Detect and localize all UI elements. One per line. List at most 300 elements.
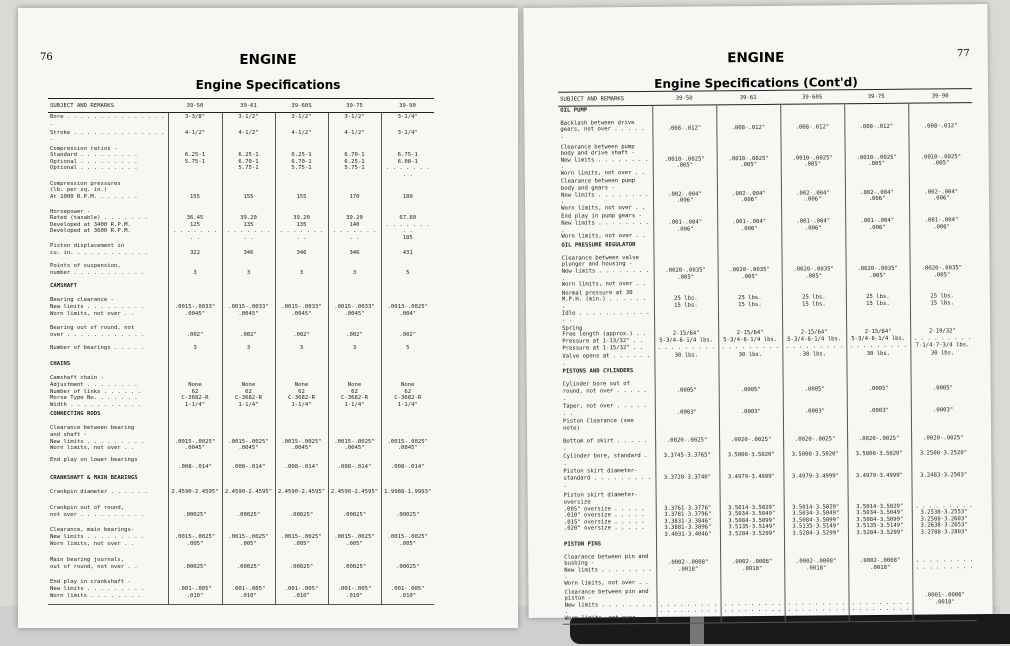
- spec-value: .0005": [655, 380, 719, 402]
- spec-value: 3.5000-3.5020": [719, 451, 783, 467]
- table-row: [562, 585, 976, 624]
- spec-value: [781, 239, 845, 253]
- table-row: [560, 286, 974, 325]
- spec-value: .008-.012": [716, 117, 780, 142]
- spec-value: .0015-.0025" .005": [381, 526, 434, 556]
- section-heading: OIL PRESSURE REGULATOR: [561, 241, 636, 249]
- spec-value: .001-.004" .006": [909, 210, 973, 239]
- spec-label: Backlash between drive gears, not over . . . . . .: [560, 119, 645, 140]
- spec-value: .0015-.0025" .0045": [328, 424, 381, 456]
- table-row: [48, 296, 434, 324]
- table-row: [48, 180, 434, 208]
- spec-value: 3.3745-3.3765": [655, 452, 719, 468]
- table-row: [48, 504, 434, 526]
- table-row: [48, 145, 434, 180]
- spec-label: Clearance between pump body and gears - New limits . . . . . . . . . Worn limits, not over . .: [560, 178, 649, 212]
- spec-value: [653, 240, 717, 254]
- spec-value: 346: [275, 242, 328, 262]
- section-heading: CAMSHAFT: [50, 283, 77, 290]
- spec-value: 3: [222, 344, 275, 360]
- spec-value: [848, 537, 912, 551]
- spec-label: Clearance, main bearings- New limits . . . . . . . . . Worn limits, not over . .: [50, 527, 145, 547]
- spec-value: .0002-.0008" .0018": [784, 551, 848, 587]
- spec-value: . . . . . . . . . . . . . . . . . .: [656, 587, 720, 623]
- spec-value: 25 lbs. 15 lbs.: [718, 288, 782, 324]
- spec-value: [381, 474, 434, 488]
- spec-value: .0020-.0025": [719, 416, 783, 452]
- spec-value: [328, 410, 381, 424]
- section-heading: CHAINS: [50, 361, 71, 368]
- section-heading: PISTON PINS: [564, 540, 602, 548]
- spec-value: .0015-.0033" .0045": [275, 296, 328, 324]
- spec-value: 3: [275, 344, 328, 360]
- spec-value: .002-.004" .006": [909, 175, 973, 211]
- spec-value: 3.5014-3.5029" 3.5034-3.5049" 3.5084-3.5099" 3.5135-3.5149" 3.5284-3.5299": [720, 490, 784, 539]
- spec-value: [784, 538, 848, 552]
- spec-label: Crankpin out of round, not over . . . . . . . . . .: [50, 505, 145, 519]
- spec-value: [275, 474, 328, 488]
- spec-value: .002": [275, 324, 328, 344]
- spec-value: . . . . . . . . . . . . . . . . . .: [784, 586, 848, 622]
- spec-value: .0015-.0033" .0045": [168, 296, 222, 324]
- spec-value: 30 lbs.: [654, 351, 718, 367]
- spec-value: [381, 282, 434, 296]
- spec-value: 2.4590-2.4595": [168, 488, 222, 504]
- spec-value: 25 lbs. 15 lbs.: [782, 287, 846, 323]
- spec-value: [652, 105, 716, 119]
- spec-value: 3.3761-3.3776" 3.3781-3.3796" 3.3831-3.3846" 3.3881-3.3896" 3.4031-3.4046": [656, 491, 720, 540]
- spec-value: .0020-.0025": [655, 417, 719, 453]
- table-row: [48, 344, 434, 360]
- spec-value: 3: [168, 344, 222, 360]
- spec-label: Camshaft chain - Adjustment . . . . . . . . Number of links . . . . . . Morse Type No. . . . . . . Width . . . . . . . . . . .: [50, 375, 141, 408]
- left-subheading: Engine Specifications: [195, 78, 341, 92]
- spec-value: 3-1/2": [328, 113, 381, 129]
- spec-value: [910, 364, 974, 378]
- spec-value: .0020-.0035" .005": [909, 251, 973, 287]
- spec-label: Compression ratios - Standard . . . . . . . . . Optional . . . . . . . . . Optional . . . . . . . . .: [50, 145, 138, 172]
- spec-value: 6.25-1 6.70-1 5.75-1: [222, 145, 275, 180]
- table-row: [559, 210, 973, 242]
- spec-value: .001-.004" .006": [717, 211, 781, 240]
- spec-value: .001-.005" .010": [328, 578, 381, 604]
- spec-value: . . . . . . . . . 3.2538-3.2553" 3.2588-3.2603" 3.2638-3.2653" 3.2788-3.2803": [912, 489, 976, 538]
- spec-value: 3: [328, 262, 381, 282]
- spec-value: .002": [222, 324, 275, 344]
- spec-value: 3-1/2": [275, 113, 328, 129]
- table-row: [48, 262, 434, 282]
- spec-value: .0003": [911, 399, 975, 415]
- spec-value: [782, 366, 846, 380]
- spec-value: .0003": [847, 400, 911, 416]
- spec-value: .008-.014": [328, 456, 381, 474]
- spec-value: 4-1/2": [222, 129, 275, 145]
- spec-value: .00025": [222, 504, 275, 526]
- spec-value: .0020-.0025": [783, 416, 847, 452]
- table-row: [561, 465, 975, 493]
- spec-value: .0002-.0008" .0018": [656, 552, 720, 588]
- table-row: [48, 129, 434, 145]
- spec-value: [716, 104, 780, 118]
- spec-value: .0020-.0035" .005": [781, 252, 845, 288]
- spec-value: 3.4979-3.4999": [783, 466, 847, 491]
- table-header-row: [48, 99, 434, 113]
- spec-value: .001-.005" .010": [381, 578, 434, 604]
- spec-value: [168, 410, 222, 424]
- spec-value: .0003": [719, 401, 783, 417]
- table-row: [558, 116, 972, 144]
- spec-value: .0015-.0025" .005": [168, 526, 222, 556]
- spec-value: 3-1/4": [381, 129, 434, 145]
- spec-value: [275, 410, 328, 424]
- spec-value: 36.45 125 . . . . . . . . .: [168, 208, 222, 243]
- spec-value: [912, 537, 976, 551]
- spec-value: 30 lbs.: [910, 349, 974, 365]
- spec-value: [845, 238, 909, 252]
- section-heading: PISTONS AND CYLINDERS: [562, 368, 634, 376]
- spec-label: End play on lower bearings: [50, 457, 138, 464]
- spec-value: [168, 474, 222, 488]
- spec-value: [844, 103, 908, 117]
- spec-label: Points of suspension, number . . . . . . . . . . .: [50, 263, 145, 277]
- spec-value: 155: [275, 180, 328, 208]
- spec-value: 3.5014-3.5029" 3.5034-3.5049" 3.5084-3.5099" 3.5135-3.5149" 3.5284-3.5299": [848, 489, 912, 538]
- spec-value: .002": [381, 324, 434, 344]
- spec-value: None 62 C-3682-R 1-1/4": [381, 374, 434, 410]
- spec-value: 2-15/64" 5-3/4-6-1/4 lbs. . . . . . . . . .: [846, 321, 910, 350]
- spec-value: .001-.004" .006": [781, 211, 845, 240]
- spec-label: Taper, not over . . . . . . .: [562, 403, 648, 417]
- table-row: [560, 321, 974, 353]
- spec-value: 2.4590-2.4595": [328, 488, 381, 504]
- spec-label: Horsepower - Rated (taxable) . . . . . . . Developed at 3400 R.P.M. Developed at 3600 R.P.M.: [50, 208, 148, 235]
- spec-label: Piston Clearance (see note) Bottom of skirt . . . . . .: [562, 418, 648, 452]
- spec-value: .0010-.0025" .005": [909, 140, 973, 176]
- spec-value: .00025": [328, 556, 381, 578]
- spec-value: [222, 410, 275, 424]
- spec-value: [328, 360, 381, 374]
- spec-label: End play in crankshaft - New limits . . . . . . . . . Worn limits . . . . . . . .: [48, 578, 168, 604]
- spec-value: .0015-.0033" .0045": [328, 296, 381, 324]
- spec-value: [381, 410, 434, 424]
- spec-value: .002-.004" .006": [717, 176, 781, 212]
- spec-value: .0015-.0025" .0045": [381, 424, 434, 456]
- table-row: [48, 374, 434, 410]
- table-row: [48, 324, 434, 344]
- spec-value: .0003": [655, 401, 719, 417]
- spec-value: .0010-.0025" .005": [717, 141, 781, 177]
- spec-value: 2.4590-2.4595": [222, 488, 275, 504]
- left-heading: ENGINE: [239, 52, 297, 68]
- column-header-model: 39-50: [652, 91, 716, 106]
- spec-value: 2-15/64" 5-3/4-6-1/4 lbs. . . . . . . . . .: [782, 322, 846, 351]
- spec-value: 180: [381, 180, 434, 208]
- spec-value: .0001-.0006" .0018": [912, 585, 976, 621]
- section-heading: CONNECTING RODS: [50, 411, 101, 418]
- spec-value: .0005": [719, 379, 783, 401]
- table-row: [48, 488, 434, 504]
- spec-value: .002-.004" .006": [781, 176, 845, 212]
- spec-value: [275, 360, 328, 374]
- spec-label: Bearing out of round, not over . . . . . . . . . . . .: [50, 325, 145, 339]
- spec-value: .00025": [275, 556, 328, 578]
- spec-value: .0015-.0025" .0045": [168, 424, 222, 456]
- right-subheading: Engine Specifications (Cont'd): [654, 75, 858, 91]
- spec-value: .0005": [911, 377, 975, 399]
- spec-value: 155: [168, 180, 222, 208]
- section-heading: OIL PUMP: [560, 107, 588, 114]
- spec-value: 5: [381, 262, 434, 282]
- spec-value: [328, 282, 381, 296]
- spec-value: 3.4979-3.4999": [719, 466, 783, 491]
- spec-label: Normal pressure at 30 M.P.H. (min.) . . . . . . . Idle . . . . . . . . . . . . .: [561, 289, 650, 323]
- spec-value: .001-.004" .006": [845, 210, 909, 239]
- spec-value: .0015-.0025" .005": [275, 526, 328, 556]
- spec-value: 3.3720-3.3740": [655, 467, 719, 492]
- spec-value: 4-1/2": [328, 129, 381, 145]
- page-number-right: 77: [956, 48, 970, 60]
- spec-value: .0002-.0008" .0018": [720, 551, 784, 587]
- spec-value: .0020-.0025": [847, 415, 911, 451]
- spec-value: 3: [328, 344, 381, 360]
- spec-value: 3.2483-3.2503": [911, 465, 975, 490]
- spec-value: 3.5014-3.5029" 3.5034-3.5049" 3.5084-3.5099" 3.5135-3.5149" 3.5284-3.5299": [784, 490, 848, 539]
- spec-label: Stroke . . . . . . . . . . . . . . .: [50, 129, 165, 143]
- spec-value: 6.25-1 6.70-1 5.75-1: [275, 145, 328, 180]
- spec-label: Crankpin diameter . . . . . .: [50, 489, 148, 496]
- spec-value: .00025": [328, 504, 381, 526]
- column-header-model: 39-75: [844, 89, 908, 104]
- spec-value: 322: [168, 242, 222, 262]
- spec-value: None 62 C-3682-R 1-1/4": [168, 374, 222, 410]
- spec-value: [656, 539, 720, 553]
- column-header-model: 39-61: [716, 90, 780, 105]
- spec-value: [222, 360, 275, 374]
- table-row: [48, 556, 434, 578]
- spec-value: .0020-.0035" .005": [653, 253, 717, 289]
- spec-label: Spring Free length (approx.) . . Pressure at 1-13/32" . . Pressure at 1-15/32" . .: [562, 325, 647, 352]
- spec-value: 346: [222, 242, 275, 262]
- spec-value: .001-.005" .010": [222, 578, 275, 604]
- table-row: [48, 242, 434, 262]
- spec-table-right: [558, 88, 977, 624]
- spec-value: [275, 282, 328, 296]
- section-row: [48, 474, 434, 488]
- spec-value: . . . . . . . . . . . . . . . . . .: [720, 586, 784, 622]
- spec-value: .0015-.0025" .0045": [222, 424, 275, 456]
- table-row: [559, 175, 973, 214]
- spec-value: . . . . . . . . . . . . . . . . . .: [912, 550, 976, 586]
- spec-value: [908, 103, 972, 117]
- spec-value: 25 lbs. 15 lbs.: [654, 288, 718, 324]
- column-header-model: 39-90: [908, 89, 972, 104]
- spec-value: 25 lbs. 15 lbs.: [910, 286, 974, 322]
- spec-value: . . . . . . . . . . . . . . . . . .: [848, 585, 912, 621]
- left-page: [18, 8, 518, 628]
- column-header-model: 39-90: [381, 99, 434, 113]
- spec-value: .0003": [783, 400, 847, 416]
- spec-value: 30 lbs.: [846, 350, 910, 366]
- spec-label: Bore . . . . . . . . . . . . . . . .: [50, 114, 165, 127]
- spec-value: .0015-.0025" .005": [328, 526, 381, 556]
- spec-label: Bearing clearance - New limits . . . . . . . . . Worn limits, not over . .: [50, 297, 145, 317]
- spec-label: Number of bearings . . . . .: [50, 345, 145, 352]
- spec-value: .0013-.0025" .004": [381, 296, 434, 324]
- spec-value: None 62 C-3682-R 1-1/4": [328, 374, 381, 410]
- spec-value: 2-15/64" 5-3/4-6-1/4 lbs. . . . . . . . . .: [718, 323, 782, 352]
- spec-value: .0020-.0035" .005": [845, 251, 909, 287]
- spec-value: 346: [328, 242, 381, 262]
- column-header-subject: SUBJECT AND REMARKS: [48, 99, 168, 113]
- spec-value: [720, 538, 784, 552]
- table-row: [48, 113, 434, 129]
- spec-label: Cylinder bore, standard . .: [563, 453, 648, 467]
- spec-value: 3: [222, 262, 275, 282]
- spec-value: .0020-.0035" .005": [717, 253, 781, 289]
- table-row: [48, 456, 434, 474]
- spec-value: .002-.004" .006": [845, 175, 909, 211]
- section-row: [48, 282, 434, 296]
- spec-value: .008-.012": [844, 116, 908, 141]
- spec-value: 1.9988-1.9993": [381, 488, 434, 504]
- table-row: [48, 578, 434, 604]
- spec-value: .0015-.0025" .0045": [275, 424, 328, 456]
- table-row: [562, 489, 976, 541]
- spec-label: Clearance between valve plunger and housing - New limits . . . . . . . . . Worn limits, not over . .: [561, 254, 650, 288]
- section-row: [48, 410, 434, 424]
- spec-value: 30 lbs.: [718, 351, 782, 367]
- spec-value: 3-1/4": [381, 113, 434, 129]
- spec-value: [222, 474, 275, 488]
- table-row: [559, 251, 973, 290]
- spec-value: 3-3/8": [168, 113, 222, 129]
- spec-value: 4-1/2": [275, 129, 328, 145]
- spec-value: 2-15/64" 5-3/4-6-1/4 lbs. . . . . . . . . .: [654, 323, 718, 352]
- column-header-model: 39-50: [168, 99, 222, 113]
- spec-value: .0015-.0033" .0045": [222, 296, 275, 324]
- spec-value: 39.20 135 . . . . . . . . .: [222, 208, 275, 243]
- spec-label: Clearance between pin and piston - New limits . . . . . . . . . Worn limits, not over . .: [562, 587, 656, 623]
- spec-value: None 62 C-3682-R 1-1/4": [275, 374, 328, 410]
- spec-value: [780, 104, 844, 118]
- table-row: [48, 208, 434, 243]
- spec-value: 30 lbs.: [782, 350, 846, 366]
- spec-value: 3.4979-3.4999": [847, 465, 911, 490]
- spec-label: Piston skirt diameter- oversize .005" oversize . . . . . .010" oversize . . . . . .015" oversize . . . . . .020" oversize . . . . .: [563, 492, 645, 533]
- spec-value: .0010-.0025" .005": [845, 140, 909, 176]
- spec-value: 4-1/2": [168, 129, 222, 145]
- spec-value: .008-.014": [381, 456, 434, 474]
- spec-value: .0010-.0025" .005": [653, 142, 717, 178]
- spec-label: Cylinder bore out of round, not over . . . . . .: [562, 381, 647, 402]
- spec-value: 3: [168, 262, 222, 282]
- table-row: [48, 424, 434, 456]
- spec-value: 6.25-1 5.75-1: [168, 145, 222, 180]
- spec-label: Valve opens at . . . . . . .: [562, 353, 650, 367]
- spec-value: [328, 474, 381, 488]
- section-row: [48, 360, 434, 374]
- spec-value: .001-.005" .010": [275, 578, 328, 604]
- spec-label: Main bearing journals, out of round, not over . .: [50, 557, 138, 571]
- spec-value: .001-.004" .006": [653, 212, 717, 241]
- spec-value: 3.2500-3.2520": [911, 449, 975, 465]
- spec-label: Clearance between pump body and drive shaft - New limits . . . . . . . . . Worn limits, not over . .: [560, 143, 649, 177]
- spec-value: 2.4590-2.4595": [275, 488, 328, 504]
- spec-label: Clearance between pin and bushing - New limits . . . . . . . . . Worn limits, not over . .: [564, 553, 652, 587]
- spec-value: [846, 365, 910, 379]
- spec-value: .00025": [168, 556, 222, 578]
- column-header-subject: SUBJECT AND REMARKS: [558, 91, 652, 106]
- column-header-model: 39-60S: [780, 90, 844, 105]
- spec-value: 3.5000-3.5020": [847, 450, 911, 466]
- spec-value: 170: [328, 180, 381, 208]
- spec-value: [909, 238, 973, 252]
- spec-value: .0005": [783, 379, 847, 401]
- spec-value: 155: [222, 180, 275, 208]
- spec-value: 67.60 . . . . . . . . . 185: [381, 208, 434, 243]
- spec-value: .00025": [275, 504, 328, 526]
- spec-value: .008-.012": [780, 117, 844, 142]
- spec-table-left: [48, 98, 434, 605]
- spec-value: .002-.004" .006": [653, 177, 717, 213]
- column-header-model: 39-75: [328, 99, 381, 113]
- spec-value: .0005": [847, 378, 911, 400]
- spec-value: .0010-.0025" .005": [781, 141, 845, 177]
- spec-value: .0015-.0025" .005": [222, 526, 275, 556]
- spec-value: [718, 366, 782, 380]
- column-header-model: 39-60S: [275, 99, 328, 113]
- spec-value: .00025": [381, 504, 434, 526]
- spec-value: 39.20 140 . . . . . . . . .: [328, 208, 381, 243]
- spec-value: .0020-.0025": [911, 414, 975, 450]
- spec-value: [168, 360, 222, 374]
- spec-value: None 62 C-3682-R 1-1/4": [222, 374, 275, 410]
- spec-value: 3.5000-3.5020": [783, 450, 847, 466]
- spec-value: .00025": [381, 556, 434, 578]
- spec-value: 5: [381, 344, 434, 360]
- spec-value: 2-19/32" . . . . . . . . . 7-1/4-7-3/4 lbs.: [910, 321, 974, 350]
- spec-value: 39.20 135 . . . . . . . . .: [275, 208, 328, 243]
- table-row: [562, 550, 976, 589]
- table-row: [559, 140, 973, 179]
- spec-value: 25 lbs. 15 lbs.: [846, 286, 910, 322]
- right-page: [523, 4, 992, 622]
- spec-value: 6.70-1 6.25-1 5.75-1: [328, 145, 381, 180]
- spec-value: .001-.005" .010": [168, 578, 222, 604]
- spec-label: Piston skirt diameter- standard . . . . . . . . . .: [563, 468, 652, 489]
- spec-label: Compression pressures (lb. per sq. in.) At 1000 R.P.M. . . . . . .: [50, 180, 138, 200]
- spec-value: [717, 240, 781, 254]
- spec-value: .008-.014": [275, 456, 328, 474]
- spec-value: 6.75-1 6.08-1 . . . . . . . . .: [381, 145, 434, 180]
- table-row: [561, 414, 975, 453]
- spec-value: 431: [381, 242, 434, 262]
- spec-label: End play in pump gears - New limits . . . . . . . . . Worn limits, not over . .: [561, 213, 649, 240]
- spec-value: .00025": [168, 504, 222, 526]
- spec-value: .0002-.0008" .0018": [848, 550, 912, 586]
- spec-value: .008-.012": [652, 118, 716, 143]
- spec-value: [381, 360, 434, 374]
- spec-value: .002": [168, 324, 222, 344]
- spec-value: .008-.014": [222, 456, 275, 474]
- spec-label: Clearance between bearing and shaft - New limits . . . . . . . . . Worn limits, not over . .: [50, 425, 145, 452]
- spec-value: .00025": [222, 556, 275, 578]
- spec-value: [654, 367, 718, 381]
- spec-label: Piston displacement in cu. in. . . . . . . . . . . .: [50, 243, 148, 257]
- spec-value: .008-.014": [168, 456, 222, 474]
- spec-value: [222, 282, 275, 296]
- right-heading: ENGINE: [727, 49, 785, 67]
